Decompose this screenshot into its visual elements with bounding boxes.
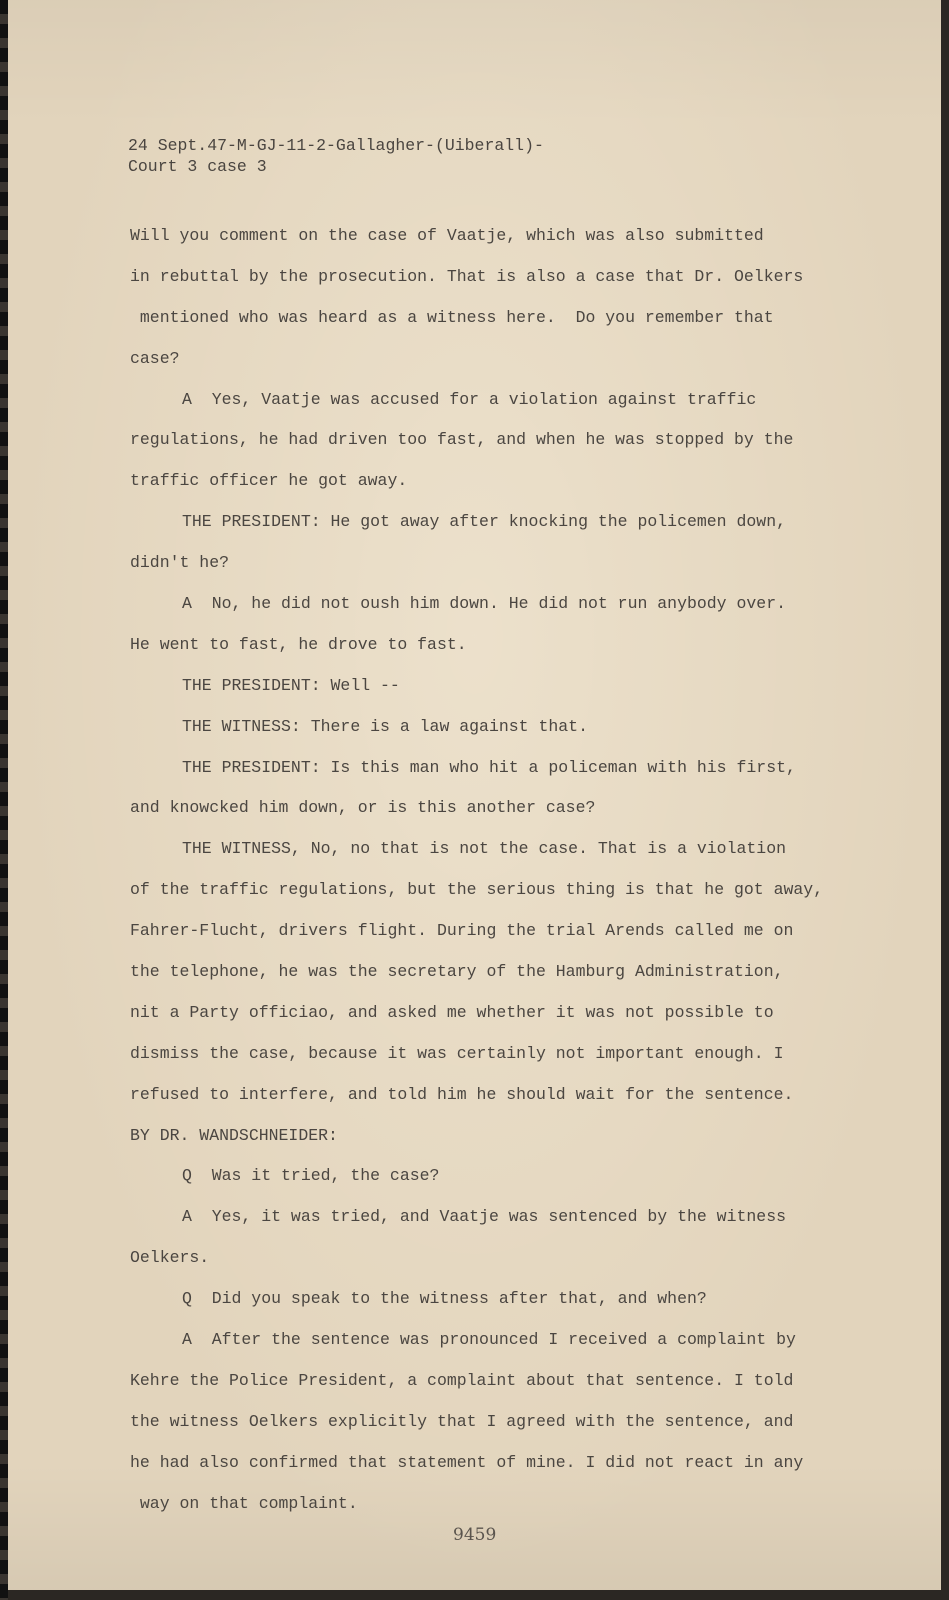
text-line: Kehre the Police President, a complaint about that sentence. I told	[130, 1370, 794, 1390]
text-line: regulations, he had driven too fast, and when he was stopped by the	[130, 430, 794, 450]
document-page	[8, 0, 941, 1590]
text-line: Will you comment on the case of Vaatje, which was also submitted	[130, 226, 764, 245]
text-line: mentioned who was heard as a witness here. Do you remember that	[130, 307, 774, 327]
text-line: THE PRESIDENT: Is this man who hit a policeman with his first,	[182, 757, 796, 777]
text-line: Oelkers.	[130, 1248, 210, 1268]
text-line: A Yes, it was tried, and Vaatje was sentenced by the witness	[182, 1207, 786, 1227]
text-line: nit a Party officiao, and asked me whether it was not possible to	[130, 1002, 774, 1022]
text-line: Fahrer-Flucht, drivers flight. During the trial Arends called me on	[130, 921, 794, 941]
text-line: THE WITNESS, No, no that is not the case. That is a violation	[182, 839, 786, 859]
text-line: traffic officer he got away.	[130, 471, 408, 491]
text-line: in rebuttal by the prosecution. That is also a case that Dr. Oelkers	[130, 266, 804, 286]
text-line: he had also confirmed that statement of mine. I did not react in any	[130, 1452, 804, 1472]
text-line: Q Did you speak to the witness after that, and when?	[182, 1289, 707, 1309]
document-header	[128, 135, 544, 177]
text-line: refused to interfere, and told him he should wait for the sentence.	[130, 1084, 794, 1104]
text-line: A No, he did not oush him down. He did not run anybody over.	[182, 594, 786, 614]
text-line: the witness Oelkers explicitly that I agreed with the sentence, and	[130, 1411, 794, 1431]
text-line: the telephone, he was the secretary of the Hamburg Administration,	[130, 962, 784, 982]
header-line-2: Court 3 case 3	[128, 157, 267, 176]
text-line: A Yes, Vaatje was accused for a violation against traffic	[182, 389, 757, 409]
text-line: BY DR. WANDSCHNEIDER:	[130, 1125, 338, 1145]
text-line: didn't he?	[130, 553, 230, 573]
page-number: 9459	[453, 1525, 497, 1545]
text-line: Q Was it tried, the case?	[182, 1166, 440, 1186]
text-line: and knowcked him down, or is this another case?	[130, 798, 596, 818]
text-line: He went to fast, he drove to fast.	[130, 634, 467, 654]
text-line: of the traffic regulations, but the serious thing is that he got away,	[130, 880, 824, 900]
text-line: way on that complaint.	[130, 1493, 358, 1513]
text-line: THE PRESIDENT: He got away after knocking the policemen down,	[182, 512, 786, 532]
text-line: THE WITNESS: There is a law against that.	[182, 716, 588, 736]
binding-edge	[0, 0, 8, 1600]
text-line: dismiss the case, because it was certainly not important enough. I	[130, 1043, 784, 1063]
text-line: A After the sentence was pronounced I received a complaint by	[182, 1330, 796, 1350]
text-line: THE PRESIDENT: Well --	[182, 675, 400, 695]
transcript-body	[130, 216, 850, 1525]
header-line-1: 24 Sept.47-M-GJ-11-2-Gallagher-(Uiberall)-	[128, 136, 544, 155]
text-line: case?	[130, 348, 180, 368]
